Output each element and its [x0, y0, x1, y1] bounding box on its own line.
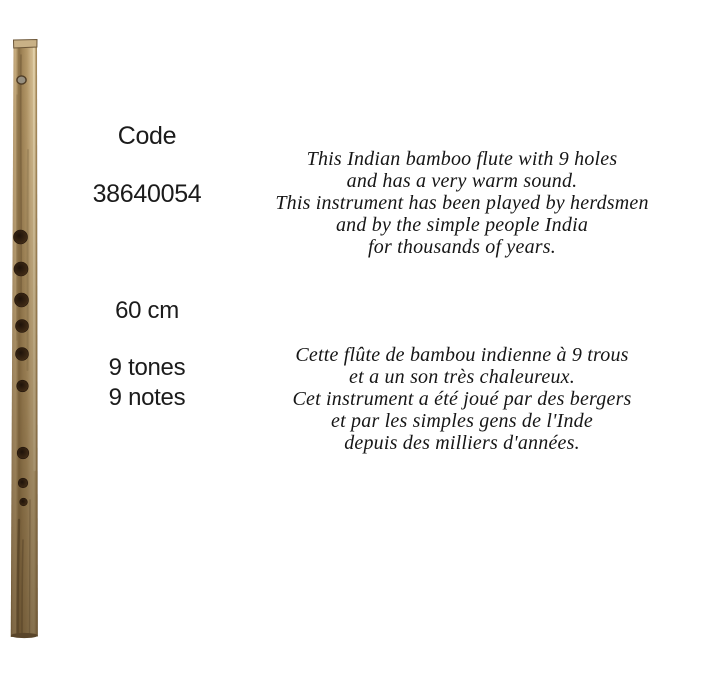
- code-label: Code: [117, 122, 177, 150]
- product-specs: [72, 0, 222, 680]
- description-line: and has a very warm sound.: [346, 170, 578, 192]
- description-english: [228, 148, 696, 258]
- description-line: et a un son très chaleureux.: [349, 366, 575, 388]
- description-line: Cette flûte de bambou indienne à 9 trous: [295, 344, 629, 366]
- notes-value: 9 notes: [108, 384, 186, 411]
- description-line: This Indian bamboo flute with 9 holes: [306, 148, 618, 170]
- length-value: 60 cm: [115, 297, 179, 324]
- tones-value: 9 tones: [108, 354, 186, 381]
- description-line: Cet instrument a été joué par des bergers: [292, 388, 632, 410]
- description-line: for thousands of years.: [368, 236, 556, 258]
- flute-lower-shading: [11, 40, 38, 638]
- flute-blow-hole: [17, 76, 26, 84]
- description-french: [228, 344, 696, 454]
- description-line: et par les simples gens de l'Inde: [331, 410, 593, 432]
- flute-top-end: [14, 40, 38, 49]
- code-value: 38640054: [92, 180, 202, 208]
- flute-image: [0, 0, 50, 680]
- description-line: depuis des milliers d'années.: [344, 432, 580, 454]
- description-line: This instrument has been played by herdsmen: [275, 192, 649, 214]
- flute-bottom-end: [11, 633, 38, 638]
- description-line: and by the simple people India: [335, 214, 589, 236]
